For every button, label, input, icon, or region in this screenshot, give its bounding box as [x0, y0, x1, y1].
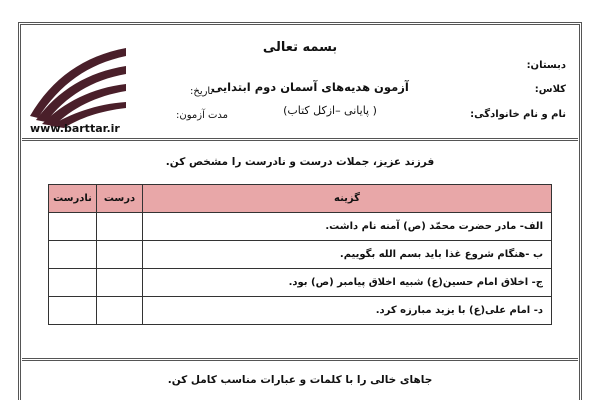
question-text: ج- اخلاق امام حسین(ع) شبیه اخلاق پیامبر (ص) بود. — [143, 269, 552, 297]
incorrect-column-header: نادرست — [49, 185, 97, 213]
page-title: بسمه تعالی — [262, 40, 338, 55]
section1-instruction: فرزند عزیز، جملات درست و نادرست را مشخص کن. — [165, 156, 435, 168]
class-label: کلاس: — [534, 84, 566, 95]
exam-term: ( پایانی –ازکل کتاب) — [283, 104, 377, 117]
student-name-label: نام و نام خانوادگی: — [470, 109, 566, 120]
question-text: د- امام علی(ع) با یزید مبارزه کرد. — [143, 297, 552, 325]
table-row — [49, 241, 552, 269]
table-row — [49, 269, 552, 297]
duration-label: مدت آزمون: — [176, 110, 229, 121]
correct-answer-cell[interactable] — [97, 269, 143, 297]
question-text: الف- مادر حضرت محمّد (ص) آمنه نام داشت. — [143, 213, 552, 241]
incorrect-answer-cell[interactable] — [49, 213, 97, 241]
header-divider — [22, 138, 578, 141]
exam-title: آزمون هدیه‌های آسمان دوم ابتدایی — [211, 80, 409, 94]
section2-instruction: جاهای خالی را با کلمات و عبارات مناسب کامل کن. — [167, 374, 433, 386]
logo-icon — [22, 38, 132, 130]
option-column-header: گزینه — [143, 185, 552, 213]
table-row — [49, 297, 552, 325]
correct-column-header: درست — [97, 185, 143, 213]
question-text: ب -هنگام شروع غذا باید بسم الله بگوییم. — [143, 241, 552, 269]
incorrect-answer-cell[interactable] — [49, 241, 97, 269]
correct-answer-cell[interactable] — [97, 241, 143, 269]
correct-answer-cell[interactable] — [97, 213, 143, 241]
school-label: دبستان: — [526, 60, 566, 71]
incorrect-answer-cell[interactable] — [49, 269, 97, 297]
table-header-row — [49, 185, 552, 213]
table-row — [49, 213, 552, 241]
date-label: تاریخ: — [190, 86, 214, 97]
section-divider — [22, 358, 578, 361]
website-link[interactable]: www.barttar.ir — [30, 122, 120, 135]
correct-answer-cell[interactable] — [97, 297, 143, 325]
incorrect-answer-cell[interactable] — [49, 297, 97, 325]
true-false-table — [48, 184, 552, 325]
